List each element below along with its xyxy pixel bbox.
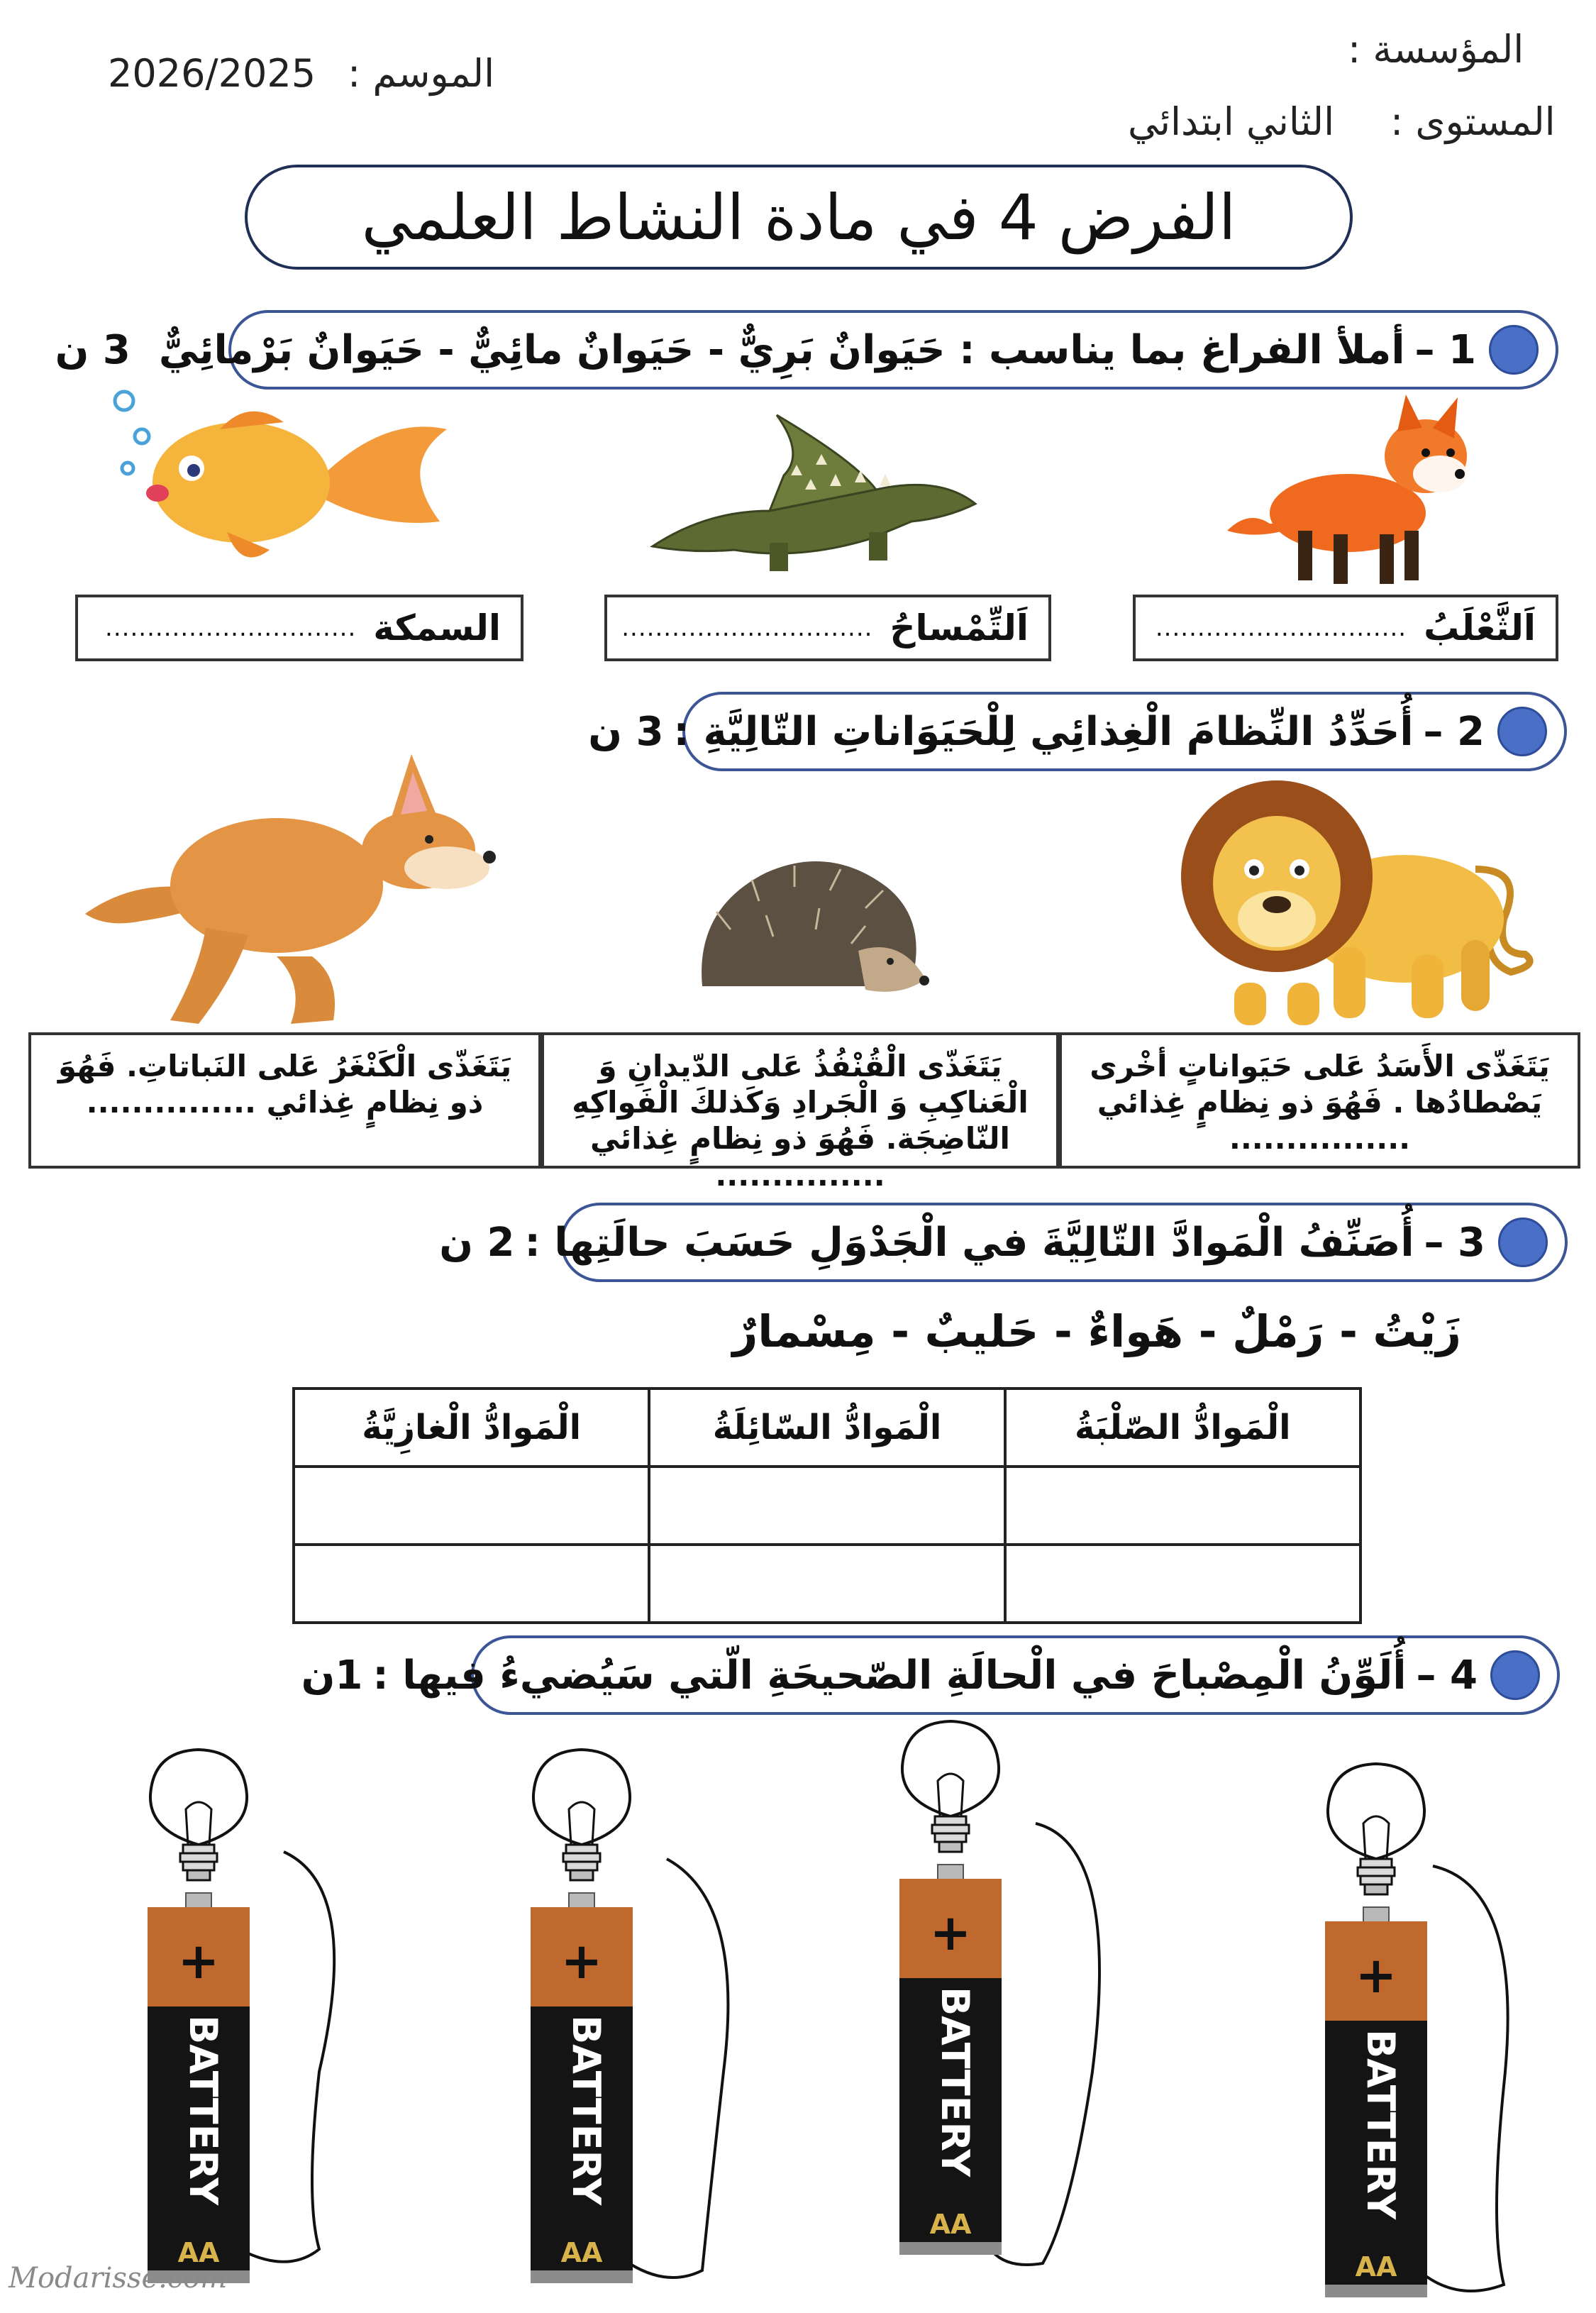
q2-number: 2 – xyxy=(1423,708,1485,755)
q1-fox-label: اَلثَّعْلَبُ xyxy=(1424,607,1536,648)
q1-box-crocodile xyxy=(604,595,1051,661)
q1-fox-blank: .............................. xyxy=(1155,614,1407,642)
lion-image xyxy=(1170,777,1539,1032)
table-cell[interactable] xyxy=(294,1467,649,1545)
bullet-icon xyxy=(1498,1218,1548,1267)
battery-size-label: AA xyxy=(1355,2251,1397,2282)
states-table xyxy=(292,1387,1362,1624)
battery-plus-label: + xyxy=(929,1904,972,1962)
table-cell[interactable] xyxy=(294,1545,649,1623)
circuit-3[interactable] xyxy=(858,1717,1142,2270)
institution-label: المؤسسة : xyxy=(1348,27,1524,72)
q2-box-hedgehog: يَتَغَذّى الْقُنْفُذُ عَلى الدّيدانِ وَ الْعَناكِبِ وَ الْجَرادِ وَكَذلكَ الْفَواكِهِ النّاضِجَة. فَهُوَ ذو نِظامٍ غِذائي ............... xyxy=(541,1032,1059,1169)
exam-title-box xyxy=(245,165,1353,270)
table-cell[interactable] xyxy=(1005,1545,1361,1623)
bullet-icon xyxy=(1489,325,1539,375)
battery-size-label: AA xyxy=(560,2237,603,2268)
q3-prompt: أُصَنِّفُ الْمَوادَّ التّالِيَّةَ في الْجَدْوَلِ حَسَبَ حالَتِها : xyxy=(524,1219,1414,1266)
goldfish-image xyxy=(99,387,454,585)
season-label: الموسم : xyxy=(348,51,495,96)
battery-label: BATTERY xyxy=(181,2015,226,2206)
question-1-header xyxy=(55,310,1558,390)
q4-prompt: أُلَوِّنُ الْمِصْباحَ في الْحالَةِ الصّحيحَةِ الّتي سَيُضيءُ فيها : xyxy=(372,1652,1407,1699)
battery-label: BATTERY xyxy=(564,2015,609,2206)
table-cell[interactable] xyxy=(649,1467,1004,1545)
crocodile-image xyxy=(642,404,982,582)
circuit-2[interactable] xyxy=(489,1745,773,2299)
table-header-liquid: الْمَوادُّ السّائِلَةُ xyxy=(649,1389,1004,1467)
level-label: المستوى : xyxy=(1390,99,1556,144)
q2-prompt: أُحَدِّدُ النِّظامَ الْغِذائِي لِلْحَيَوَاناتِ التّالِيَّةِ : xyxy=(673,708,1414,755)
exam-title: الفرض 4 في مادة النشاط العلمي xyxy=(361,180,1236,254)
level-value: الثاني ابتدائي xyxy=(1128,99,1335,144)
light-bulb-icon xyxy=(1328,1764,1424,1894)
kangaroo-image xyxy=(78,744,504,1027)
table-cell[interactable] xyxy=(649,1545,1004,1623)
q3-materials-list: زَيْتُ - رَمْلٌ - هَواءٌ - حَليبٌ - مِسْمارٌ xyxy=(732,1305,1461,1357)
light-bulb-icon xyxy=(150,1750,247,1880)
q4-points: 1ن xyxy=(301,1652,363,1699)
q1-number: 1 – xyxy=(1414,326,1476,373)
circuit-4[interactable] xyxy=(1284,1760,1568,2313)
q3-points: 2 ن xyxy=(439,1219,515,1266)
bullet-icon xyxy=(1497,707,1547,756)
table-header-gas: الْمَوادُّ الْغازِيَّةُ xyxy=(294,1389,649,1467)
q2-box-lion: يَتَغَذّى الأَسَدُ عَلى حَيَواناتٍ أخْرى يَصْطادُها . فَهُوَ ذو نِظامٍ غِذائي ................ xyxy=(1059,1032,1580,1169)
q1-points: 3 ن xyxy=(55,326,131,373)
q3-number: 3 – xyxy=(1424,1219,1485,1266)
battery-plus-label: + xyxy=(177,1932,220,1990)
hedgehog-image xyxy=(688,844,929,1015)
q1-crocodile-label: اَلتِّمْساحُ xyxy=(890,607,1029,648)
light-bulb-icon xyxy=(533,1750,630,1880)
fox-image xyxy=(1220,389,1504,595)
battery-label: BATTERY xyxy=(933,1987,977,2177)
table-cell[interactable] xyxy=(1005,1467,1361,1545)
q1-box-fish xyxy=(75,595,523,661)
q1-box-fox xyxy=(1133,595,1558,661)
question-2-header xyxy=(588,692,1567,771)
battery-size-label: AA xyxy=(177,2237,220,2268)
battery-size-label: AA xyxy=(929,2209,972,2240)
watermark: Modarisse.com xyxy=(9,2262,228,2295)
battery-label: BATTERY xyxy=(1358,2029,1403,2220)
circuit-1[interactable] xyxy=(106,1745,390,2299)
q2-box-kangaroo: يَتَغَذّى الْكَنْغَرُ عَلى النَباتاتِ. فَهُوَ ذو نِظامٍ غِذائي ............... xyxy=(28,1032,541,1169)
q4-number: 4 – xyxy=(1416,1652,1478,1699)
q1-prompt: أملأ الفراغ بما يناسب : حَيَوانٌ بَرِيٌّ - حَيَوانٌ مائِيٌّ - حَيَوانٌ بَرْمائِيٌّ xyxy=(158,326,1405,373)
battery-plus-label: + xyxy=(1355,1946,1397,2004)
bullet-icon xyxy=(1490,1650,1540,1700)
question-3-header xyxy=(439,1203,1568,1282)
q1-fish-blank: .............................. xyxy=(105,614,357,642)
q1-fish-label: السمكة xyxy=(373,607,501,648)
light-bulb-icon xyxy=(902,1721,999,1852)
season-value: 2026/2025 xyxy=(108,51,316,96)
table-header-solid: الْمَوادُّ الصّلْبَةُ xyxy=(1005,1389,1361,1467)
q1-crocodile-blank: .............................. xyxy=(621,614,873,642)
battery-plus-label: + xyxy=(560,1932,603,1990)
q2-points: 3 ن xyxy=(588,708,664,755)
question-4-header xyxy=(301,1635,1560,1715)
